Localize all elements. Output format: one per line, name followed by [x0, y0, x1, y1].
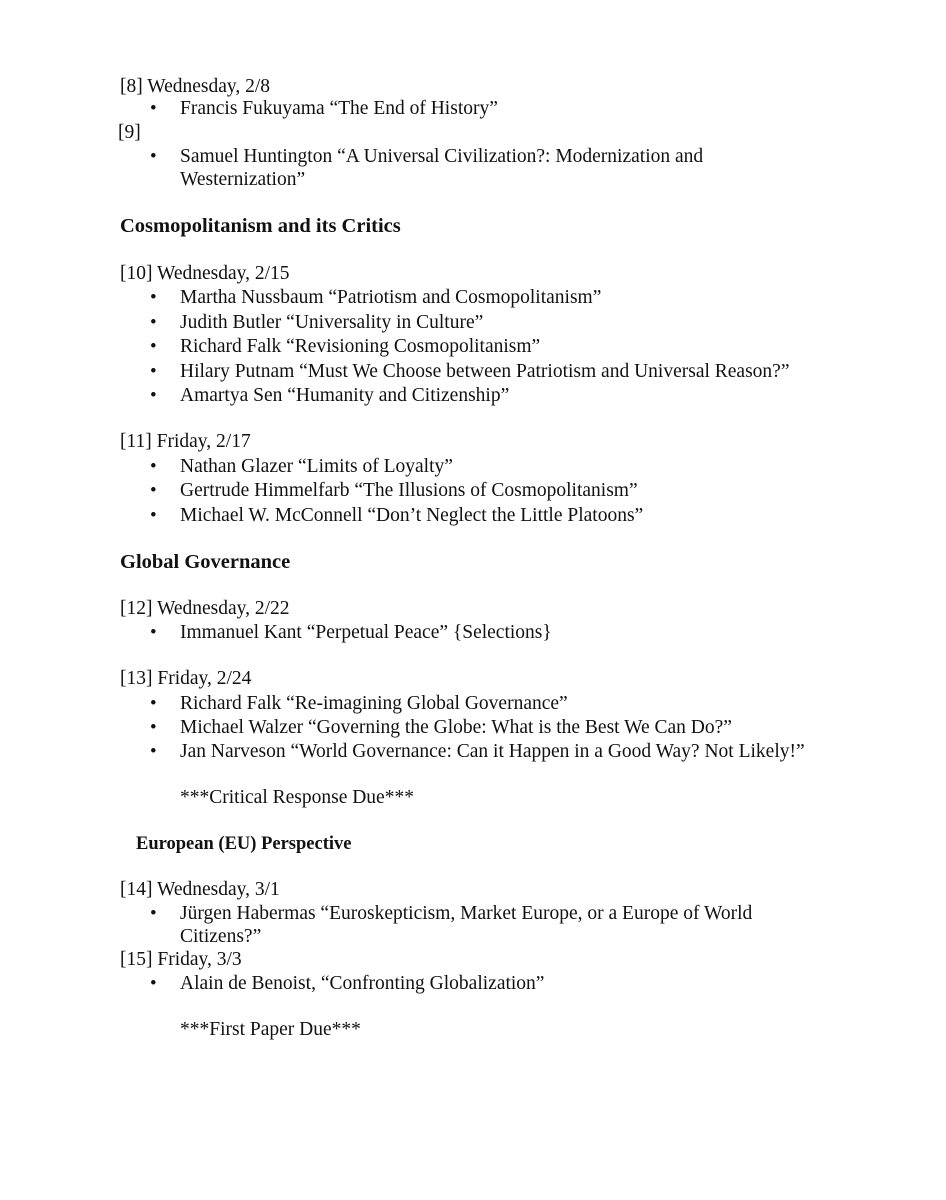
reading-item: Michael Walzer “Governing the Globe: What is the Best We Can Do?” [180, 717, 732, 738]
bullet-icon: • [150, 973, 157, 994]
reading-item: Richard Falk “Revisioning Cosmopolitanism” [180, 336, 541, 357]
bullet-icon: • [150, 505, 157, 526]
section-heading-european: European (EU) Perspective [136, 834, 352, 854]
bullet-icon: • [150, 361, 157, 382]
reading-item: Gertrude Himmelfarb “The Illusions of Cosmopolitanism” [180, 480, 638, 501]
bullet-icon: • [150, 385, 157, 406]
reading-item: Jan Narveson “World Governance: Can it Happen in a Good Way? Not Likely!” [180, 741, 805, 762]
due-note-critical-response: ***Critical Response Due*** [180, 787, 414, 808]
bullet-icon: • [150, 287, 157, 308]
session-15-label: [15] Friday, 3/3 [120, 949, 242, 970]
reading-item: Amartya Sen “Humanity and Citizenship” [180, 385, 510, 406]
bullet-icon: • [150, 741, 157, 762]
session-10-label: [10] Wednesday, 2/15 [120, 263, 290, 284]
bullet-icon: • [150, 717, 157, 738]
bullet-icon: • [150, 456, 157, 477]
bullet-icon: • [150, 146, 157, 167]
reading-item: Immanuel Kant “Perpetual Peace” {Selections} [180, 622, 552, 643]
section-heading-cosmopolitanism: Cosmopolitanism and its Critics [120, 215, 401, 237]
reading-item: Alain de Benoist, “Confronting Globalization” [180, 973, 545, 994]
session-13-label: [13] Friday, 2/24 [120, 668, 252, 689]
session-9-label: [9] [118, 122, 141, 143]
section-heading-global-governance: Global Governance [120, 551, 291, 573]
reading-item: Samuel Huntington “A Universal Civilization?: Modernization and [180, 146, 704, 167]
session-12-label: [12] Wednesday, 2/22 [120, 598, 290, 619]
session-11-label: [11] Friday, 2/17 [120, 431, 251, 452]
bullet-icon: • [150, 312, 157, 333]
reading-item: Francis Fukuyama “The End of History” [180, 98, 498, 119]
reading-item: Jürgen Habermas “Euroskepticism, Market Europe, or a Europe of World [180, 903, 753, 924]
bullet-icon: • [150, 336, 157, 357]
bullet-icon: • [150, 903, 157, 924]
due-note-first-paper: ***First Paper Due*** [180, 1019, 361, 1040]
reading-item: Judith Butler “Universality in Culture” [180, 312, 484, 333]
session-14-label: [14] Wednesday, 3/1 [120, 879, 280, 900]
bullet-icon: • [150, 480, 157, 501]
bullet-icon: • [150, 693, 157, 714]
reading-item: Martha Nussbaum “Patriotism and Cosmopolitanism” [180, 287, 602, 308]
reading-item-continued: Westernization” [180, 169, 306, 190]
session-8-label: [8] Wednesday, 2/8 [120, 76, 271, 97]
reading-item: Hilary Putnam “Must We Choose between Patriotism and Universal Reason?” [180, 361, 790, 382]
bullet-icon: • [150, 622, 157, 643]
reading-item-continued: Citizens?” [180, 926, 262, 947]
reading-item: Michael W. McConnell “Don’t Neglect the Little Platoons” [180, 505, 644, 526]
reading-item: Richard Falk “Re-imagining Global Governance” [180, 693, 568, 714]
bullet-icon: • [150, 98, 157, 119]
reading-item: Nathan Glazer “Limits of Loyalty” [180, 456, 453, 477]
